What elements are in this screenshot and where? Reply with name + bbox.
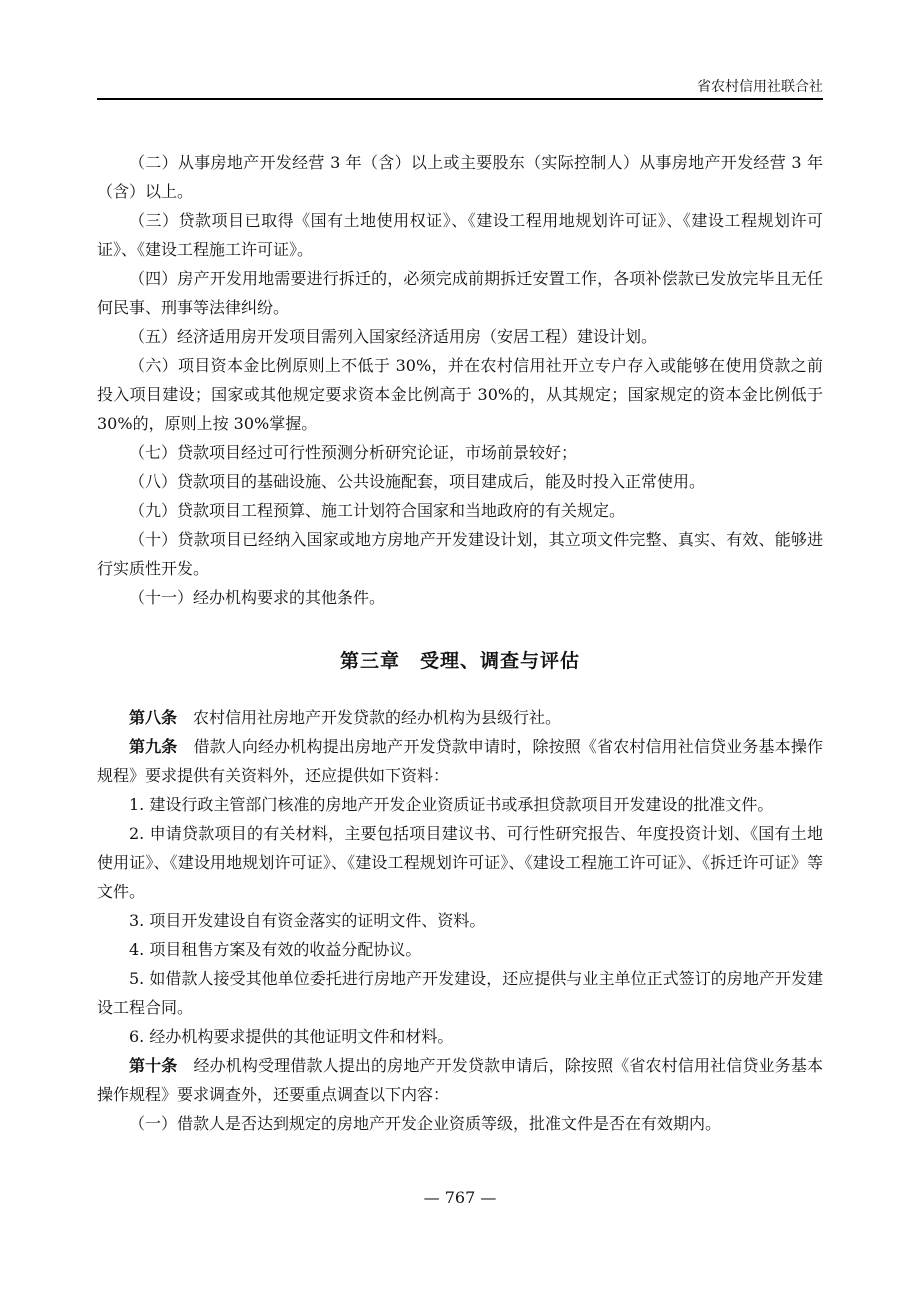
paragraph: （十）贷款项目已经纳入国家或地方房地产开发建设计划，其立项文件完整、真实、有效、能够进行实质性开发。	[97, 530, 823, 578]
article-label: 第九条	[129, 737, 178, 756]
paragraph: （九）贷款项目工程预算、施工计划符合国家和当地政府的有关规定。	[129, 501, 626, 520]
article-10	[97, 1051, 823, 1109]
page-number: — 767 —	[423, 1188, 497, 1207]
list-item: 1. 建设行政主管部门核准的房地产开发企业资质证书或承担贷款项目开发建设的批准文件。	[129, 795, 774, 814]
page-header	[97, 74, 823, 100]
paragraph: （七）贷款项目经过可行性预测分析研究论证，市场前景较好；	[129, 443, 578, 462]
header-org-name: 省农村信用社联合社	[697, 79, 823, 95]
article-9	[97, 732, 823, 790]
page-body	[97, 148, 823, 1138]
list-item: 2. 申请贷款项目的有关材料，主要包括项目建议书、可行性研究报告、年度投资计划、《国有土地使用证》、《建设用地规划许可证》、《建设工程规划许可证》、《建设工程施工许可证》、《拆迁许可证》等文件。	[97, 824, 823, 901]
article-label: 第十条	[129, 1056, 178, 1075]
article-text: 经办机构受理借款人提出的房地产开发贷款申请后，除按照《省农村信用社信贷业务基本操作规程》要求调查外，还要重点调查以下内容：	[97, 1056, 823, 1104]
article-text: 借款人向经办机构提出房地产开发贷款申请时，除按照《省农村信用社信贷业务基本操作规程》要求提供有关资料外，还应提供如下资料：	[97, 737, 823, 785]
article-label: 第八条	[129, 708, 178, 727]
paragraph: （八）贷款项目的基础设施、公共设施配套，项目建成后，能及时投入正常使用。	[129, 472, 706, 491]
paragraph: （四）房产开发用地需要进行拆迁的，必须完成前期拆迁安置工作，各项补偿款已发放完毕且无任何民事、刑事等法律纠纷。	[97, 269, 823, 317]
paragraph: （五）经济适用房开发项目需列入国家经济适用房（安居工程）建设计划。	[129, 327, 658, 346]
paragraph: （三）贷款项目已取得《国有土地使用权证》、《建设工程用地规划许可证》、《建设工程规划许可证》、《建设工程施工许可证》。	[97, 211, 823, 259]
list-item: 6. 经办机构要求提供的其他证明文件和材料。	[129, 1027, 454, 1046]
paragraph: （一）借款人是否达到规定的房地产开发企业资质等级，批准文件是否在有效期内。	[129, 1114, 722, 1133]
paragraph: （十一）经办机构要求的其他条件。	[129, 588, 386, 607]
paragraph: （六）项目资本金比例原则上不低于 30%，并在农村信用社开立专户存入或能够在使用贷款之前投入项目建设；国家或其他规定要求资本金比例高于 30%的，从其规定；国家规定的资本金比例低于 30%的，原则上按 30%掌握。	[97, 356, 823, 433]
list-item: 3. 项目开发建设自有资金落实的证明文件、资料。	[129, 911, 486, 930]
list-item: 5. 如借款人接受其他单位委托进行房地产开发建设，还应提供与业主单位正式签订的房地产开发建设工程合同。	[97, 969, 823, 1017]
chapter-title: 第三章 受理、调查与评估	[339, 650, 580, 672]
paragraph: （二）从事房地产开发经营 3 年（含）以上或主要股东（实际控制人）从事房地产开发经营 3 年（含）以上。	[97, 153, 823, 201]
list-item: 4. 项目租售方案及有效的收益分配协议。	[129, 940, 422, 959]
article-text: 农村信用社房地产开发贷款的经办机构为县级行社。	[193, 708, 562, 727]
article-8	[97, 703, 823, 732]
